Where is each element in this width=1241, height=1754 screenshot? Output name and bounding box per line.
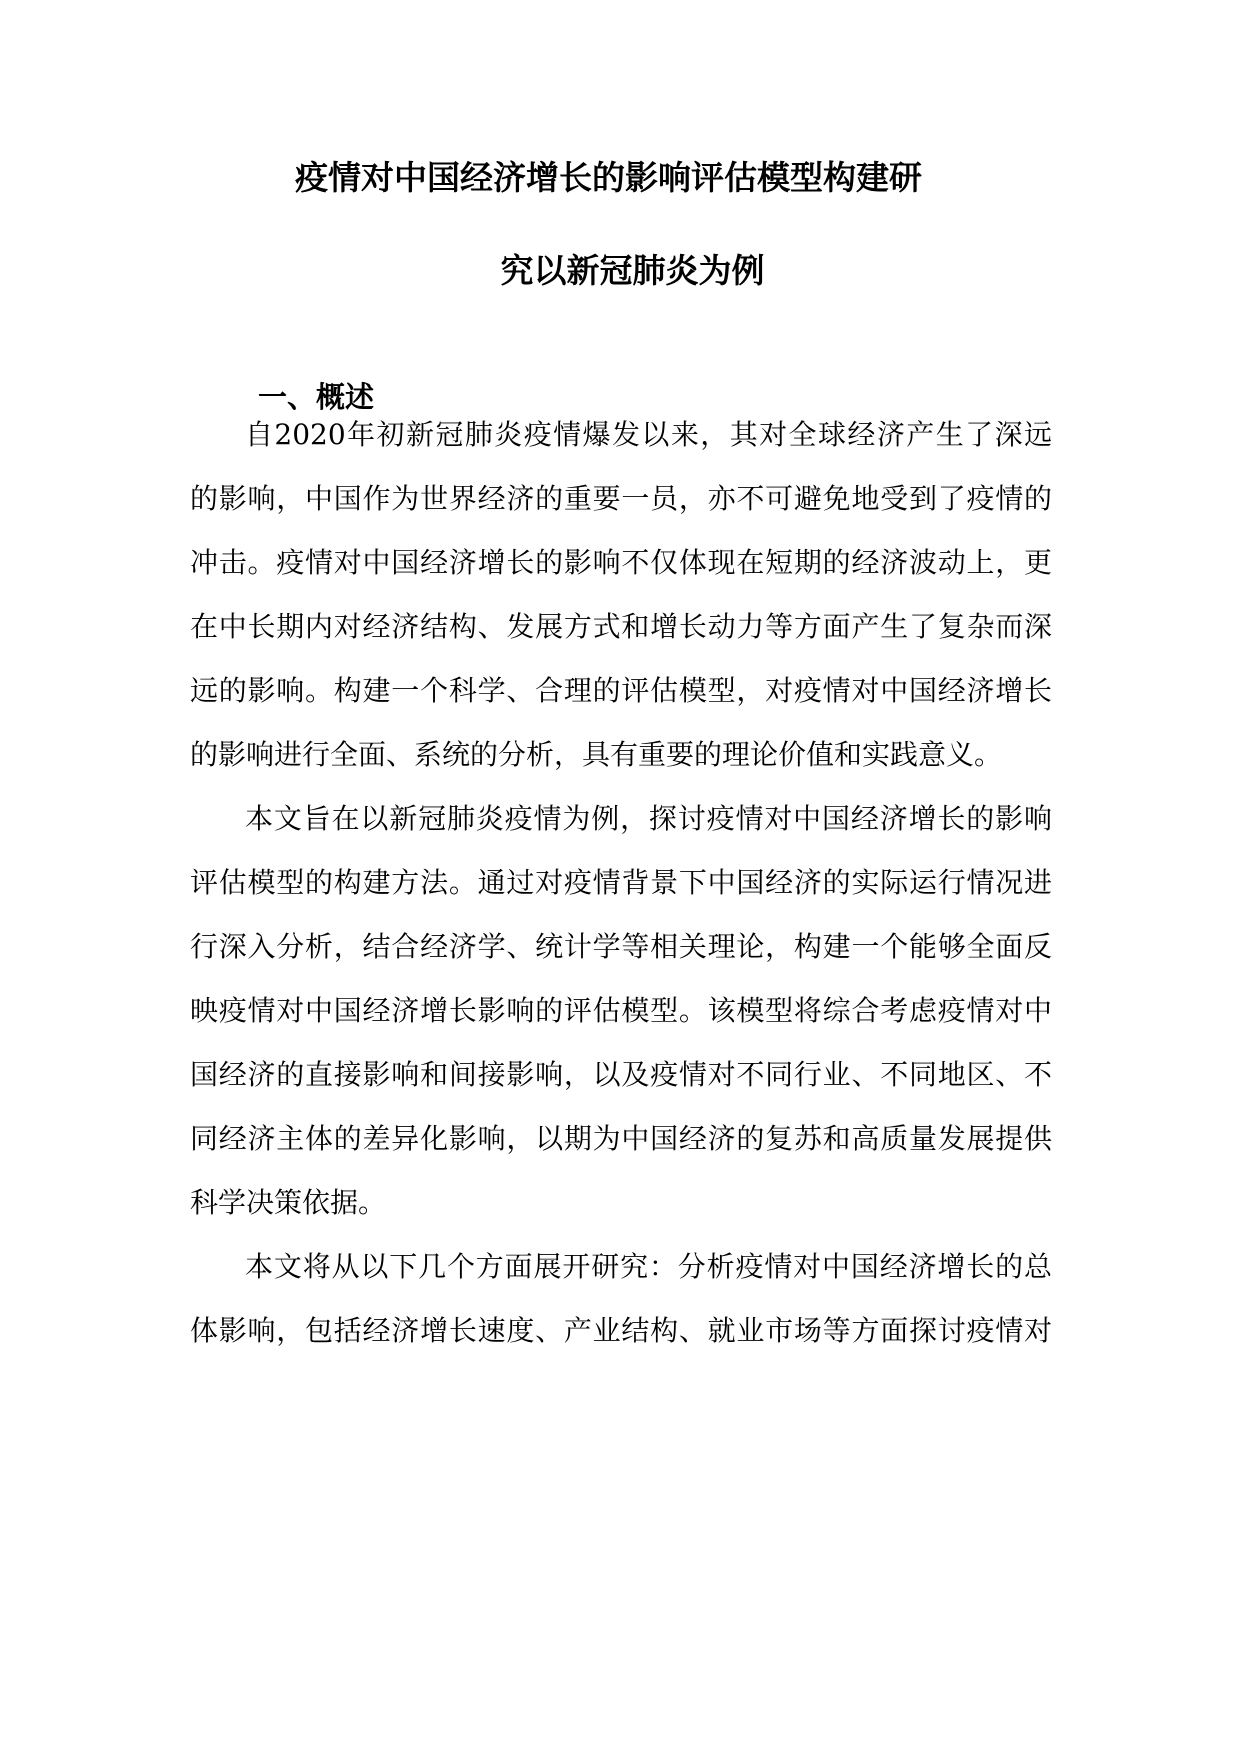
paragraph-line: 自2020年初新冠肺炎疫情爆发以来，其对全球经济产生了深远 (245, 418, 1052, 451)
document-title-line-1: 疫情对中国经济增长的影响评估模型构建研 (295, 158, 922, 197)
paragraph-line: 国经济的直接影响和间接影响，以及疫情对不同行业、不同地区、不 (190, 1058, 1052, 1091)
paragraph-line: 的影响进行全面、系统的分析，具有重要的理论价值和实践意义。 (190, 738, 1003, 771)
paragraph-line: 同经济主体的差异化影响，以期为中国经济的复苏和高质量发展提供 (190, 1122, 1052, 1155)
paragraph-line: 远的影响。构建一个科学、合理的评估模型，对疫情对中国经济增长 (190, 674, 1052, 707)
paragraph-line: 行深入分析，结合经济学、统计学等相关理论，构建一个能够全面反 (190, 930, 1052, 963)
paragraph-line: 科学决策依据。 (190, 1186, 387, 1219)
section-heading: 一、概述 (258, 380, 375, 414)
paragraph-line: 映疫情对中国经济增长影响的评估模型。该模型将综合考虑疫情对中 (190, 994, 1052, 1027)
paragraph-line: 在中长期内对经济结构、发展方式和增长动力等方面产生了复杂而深 (190, 610, 1052, 643)
paragraph-line: 本文将从以下几个方面展开研究：分析疫情对中国经济增长的总 (245, 1250, 1052, 1283)
paragraph-line: 本文旨在以新冠肺炎疫情为例，探讨疫情对中国经济增长的影响 (245, 802, 1052, 835)
paragraph-line: 冲击。疫情对中国经济增长的影响不仅体现在短期的经济波动上，更 (190, 546, 1052, 579)
document-title-line-2: 究以新冠肺炎为例 (500, 251, 765, 290)
paragraph-line: 体影响，包括经济增长速度、产业结构、就业市场等方面探讨疫情对 (190, 1314, 1052, 1347)
paragraph-line: 评估模型的构建方法。通过对疫情背景下中国经济的实际运行情况进 (190, 866, 1052, 899)
paragraph-line: 的影响，中国作为世界经济的重要一员，亦不可避免地受到了疫情的 (190, 482, 1052, 515)
